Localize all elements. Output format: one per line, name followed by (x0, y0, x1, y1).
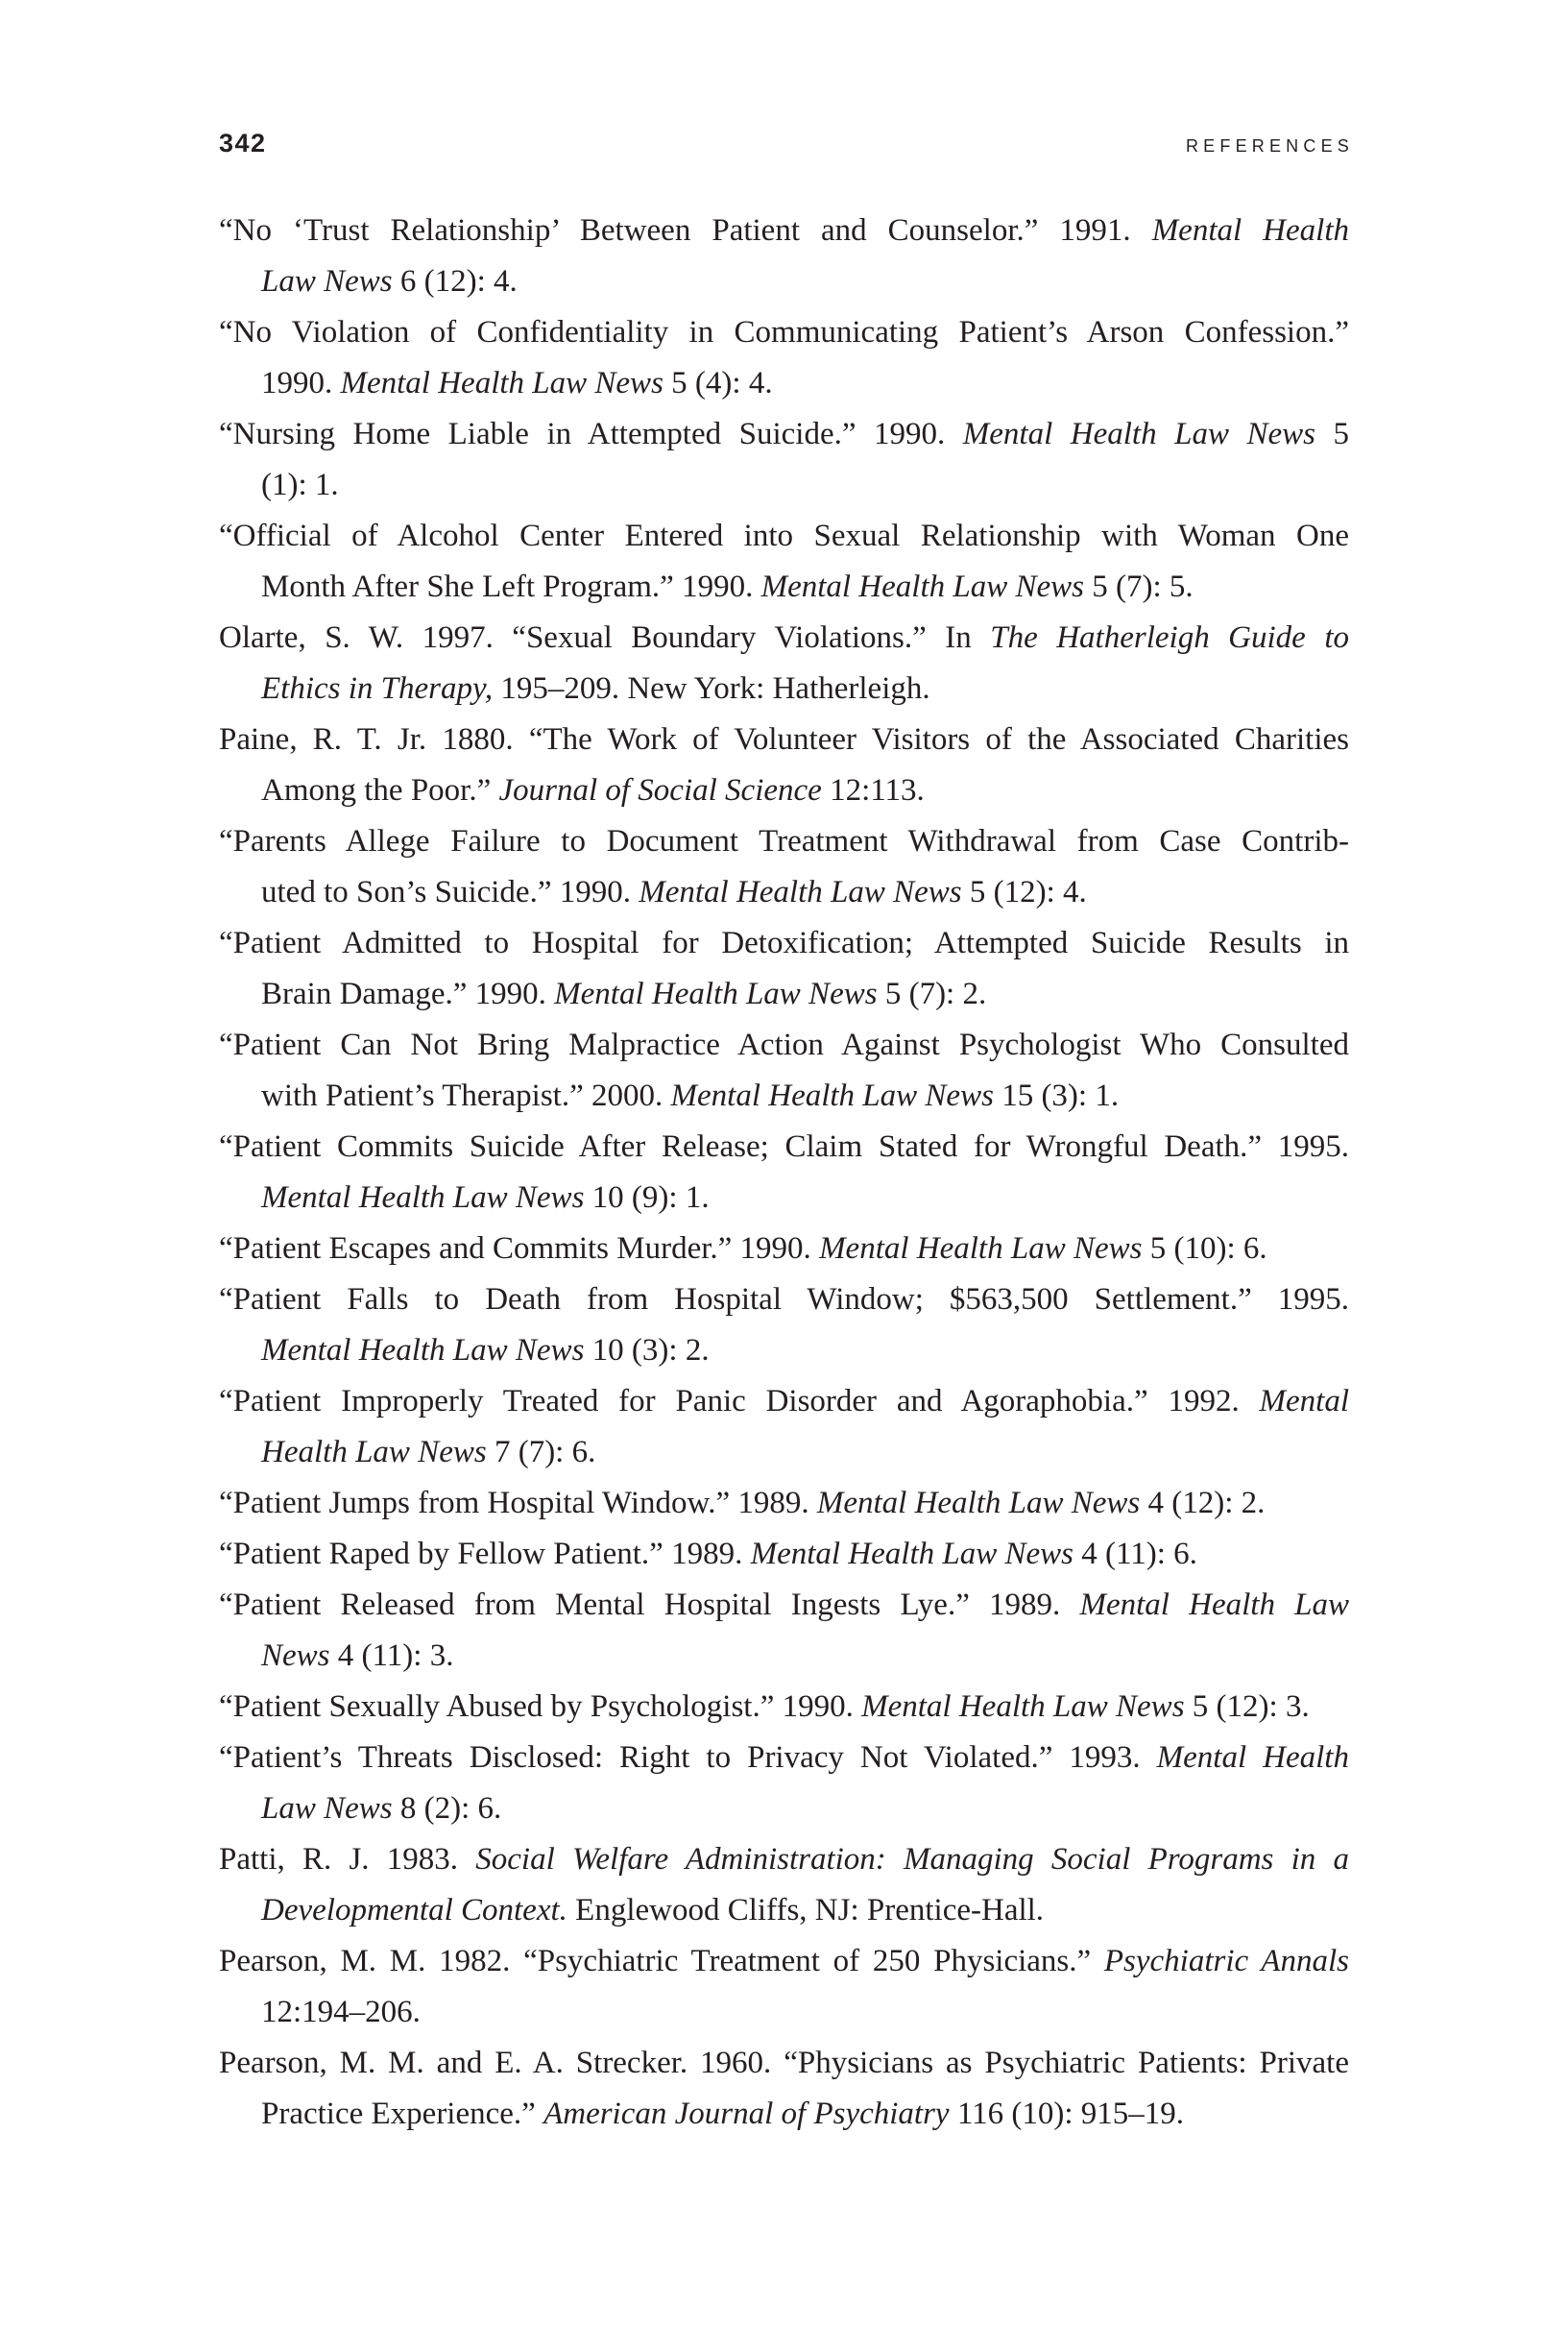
italic-title: Mental Health (1151, 213, 1349, 248)
reference-entry (219, 816, 1349, 918)
reference-line (219, 511, 1349, 562)
reference-line (219, 1783, 1349, 1834)
italic-title: Mental Health Law News (639, 875, 962, 909)
reference-line (219, 664, 1349, 715)
italic-title: Mental Health Law News (962, 417, 1315, 451)
reference-line (219, 460, 1349, 511)
italic-title: Mental Health Law News (760, 570, 1084, 604)
italic-title: Mental Health Law News (816, 1486, 1141, 1520)
reference-text: with Patient’s Therapist.” 2000. (261, 1079, 671, 1113)
reference-line (219, 1376, 1349, 1427)
reference-entry (219, 409, 1349, 511)
italic-title: Mental Health Law News (261, 1180, 585, 1215)
reference-entry (219, 1580, 1349, 1682)
reference-text: 195–209. New York: Hatherleigh. (493, 671, 930, 706)
reference-text: “Nursing Home Liable in Attempted Suicide.” 1990. (219, 417, 963, 451)
reference-text: (1): 1. (261, 468, 339, 502)
reference-line (219, 1071, 1349, 1122)
reference-text: Among the Poor.” (261, 773, 499, 808)
reference-line (219, 1427, 1349, 1478)
reference-text: Olarte, S. W. 1997. “Sexual Boundary Violations.” In (219, 620, 991, 655)
italic-title: Mental Health Law News (750, 1537, 1073, 1571)
reference-text: “Patient Sexually Abused by Psychologist.” 1990. (219, 1689, 862, 1724)
italic-title: Mental (1259, 1384, 1349, 1418)
reference-text: Practice Experience.” (261, 2097, 544, 2131)
reference-text: “No ‘Trust Relationship’ Between Patient and Counselor.” 1991. (219, 213, 1152, 248)
reference-line (219, 969, 1349, 1020)
reference-text: 5 (7): 5. (1084, 570, 1194, 604)
reference-entry (219, 2038, 1349, 2140)
reference-text: Englewood Cliffs, NJ: Prentice-Hall. (567, 1893, 1045, 1928)
italic-title: Mental Health (1156, 1740, 1349, 1775)
reference-text: 6 (12): 4. (392, 264, 518, 299)
italic-title: Health Law News (261, 1435, 487, 1469)
reference-line (219, 1834, 1349, 1885)
reference-line (219, 1020, 1349, 1071)
reference-entry (219, 1224, 1349, 1274)
reference-text: Month After She Left Program.” 1990. (261, 570, 761, 604)
reference-text: 5 (10): 6. (1142, 1231, 1267, 1266)
italic-title: Mental Health Law (1079, 1588, 1349, 1622)
reference-text: “Patient Improperly Treated for Panic Disorder and Agoraphobia.” 1992. (219, 1384, 1260, 1418)
italic-title: Mental Health Law News (670, 1079, 994, 1113)
running-head (219, 0, 1354, 163)
reference-entry (219, 1376, 1349, 1478)
reference-entry (219, 1834, 1349, 1936)
italic-title: Mental Health Law News (819, 1231, 1143, 1266)
reference-line (219, 816, 1349, 867)
reference-line (219, 2089, 1349, 2140)
reference-entry (219, 1122, 1349, 1224)
reference-line (219, 867, 1349, 918)
italic-title: Mental Health Law News (554, 977, 878, 1011)
reference-text: “No Violation of Confidentiality in Communicating Patient’s Arson Confession.” (219, 315, 1349, 350)
reference-line (219, 1478, 1349, 1529)
reference-text: 4 (11): 3. (329, 1638, 454, 1673)
reference-line (219, 1733, 1349, 1783)
reference-text: “Patient Falls to Death from Hospital Window; $563,500 Settlement.” 1995. (219, 1282, 1349, 1317)
reference-line (219, 918, 1349, 969)
reference-text: 5 (7): 2. (877, 977, 987, 1011)
reference-text: 1990. (261, 366, 341, 400)
reference-text: 4 (12): 2. (1140, 1486, 1266, 1520)
reference-text: “Patient Raped by Fellow Patient.” 1989. (219, 1537, 751, 1571)
reference-line (219, 1987, 1349, 2038)
reference-text: “Patient Admitted to Hospital for Detoxification; Attempted Suicide Results in (219, 926, 1349, 960)
reference-text: “Patient Jumps from Hospital Window.” 1989. (219, 1486, 817, 1520)
italic-title: Social Welfare Administration: Managing Social Programs in a (475, 1842, 1350, 1877)
italic-title: News (261, 1638, 330, 1673)
reference-line (219, 1325, 1349, 1376)
reference-text: 5 (12): 4. (961, 875, 1087, 909)
reference-entry (219, 1733, 1349, 1834)
reference-line (219, 256, 1349, 307)
italic-title: Journal of Social Science (498, 773, 822, 808)
reference-line (219, 1173, 1349, 1224)
reference-line (219, 1580, 1349, 1631)
section-title: REFERENCES (1185, 136, 1354, 156)
reference-entry (219, 1274, 1349, 1376)
reference-line (219, 1122, 1349, 1173)
italic-title: American Journal of Psychiatry (543, 2097, 950, 2131)
reference-text: 5 (12): 3. (1184, 1689, 1310, 1724)
reference-entry (219, 206, 1349, 307)
reference-text: 10 (3): 2. (584, 1333, 710, 1368)
references-list (219, 206, 1349, 2140)
reference-text: “Parents Allege Failure to Document Treatment Withdrawal from Case Contrib- (219, 824, 1349, 859)
italic-title: Mental Health Law News (861, 1689, 1185, 1724)
italic-title: Ethics in Therapy, (261, 671, 494, 706)
reference-line (219, 206, 1349, 256)
italic-title: Developmental Context. (261, 1893, 567, 1928)
italic-title: Psychiatric Annals (1103, 1944, 1349, 1978)
reference-entry (219, 511, 1349, 613)
reference-text: Brain Damage.” 1990. (261, 977, 555, 1011)
reference-entry (219, 1478, 1349, 1529)
reference-text: “Official of Alcohol Center Entered into Sexual Relationship with Woman One (219, 519, 1349, 553)
italic-title: Law News (261, 264, 393, 299)
reference-text: 15 (3): 1. (993, 1079, 1120, 1113)
reference-text: 116 (10): 915–19. (949, 2097, 1185, 2131)
reference-text: 5 (4): 4. (663, 366, 773, 400)
reference-text: 8 (2): 6. (392, 1791, 502, 1826)
reference-entry (219, 918, 1349, 1020)
reference-text: Pearson, M. M. and E. A. Strecker. 1960. “Physicians as Psychiatric Patients: Private (219, 2046, 1349, 2080)
reference-text: 12:194–206. (261, 1995, 421, 2029)
reference-line (219, 307, 1349, 358)
reference-line (219, 1936, 1349, 1987)
reference-line (219, 562, 1349, 613)
reference-line (219, 613, 1349, 664)
reference-line (219, 1631, 1349, 1682)
reference-text: uted to Son’s Suicide.” 1990. (261, 875, 639, 909)
reference-text: “Patient Commits Suicide After Release; Claim Stated for Wrongful Death.” 1995. (219, 1129, 1349, 1164)
reference-line (219, 2038, 1349, 2089)
reference-line (219, 358, 1349, 409)
reference-entry (219, 613, 1349, 715)
reference-line (219, 1274, 1349, 1325)
reference-text: “Patient Released from Mental Hospital Ingests Lye.” 1989. (219, 1588, 1080, 1622)
reference-line (219, 765, 1349, 816)
reference-text: Paine, R. T. Jr. 1880. “The Work of Volunteer Visitors of the Associated Charities (219, 722, 1349, 757)
reference-line (219, 715, 1349, 765)
reference-text: “Patient Escapes and Commits Murder.” 1990. (219, 1231, 820, 1266)
italic-title: Mental Health Law News (340, 366, 663, 400)
reference-entry (219, 715, 1349, 816)
reference-text: “Patient’s Threats Disclosed: Right to Privacy Not Violated.” 1993. (219, 1740, 1157, 1775)
reference-text: 12:113. (821, 773, 925, 808)
italic-title: Mental Health Law News (261, 1333, 585, 1368)
reference-line (219, 1224, 1349, 1274)
reference-entry (219, 1020, 1349, 1122)
reference-line (219, 1885, 1349, 1936)
reference-text: 4 (11): 6. (1073, 1537, 1197, 1571)
reference-text: 5 (1315, 417, 1349, 451)
reference-line (219, 1529, 1349, 1580)
reference-text: Pearson, M. M. 1982. “Psychiatric Treatment of 250 Physicians.” (219, 1944, 1104, 1978)
reference-text: Patti, R. J. 1983. (219, 1842, 476, 1877)
reference-line (219, 409, 1349, 460)
reference-entry (219, 1529, 1349, 1580)
reference-entry (219, 307, 1349, 409)
reference-text: 10 (9): 1. (584, 1180, 710, 1215)
reference-text: “Patient Can Not Bring Malpractice Action Against Psychologist Who Consulted (219, 1028, 1349, 1062)
page-number: 342 (219, 129, 267, 158)
italic-title: Law News (261, 1791, 393, 1826)
reference-line (219, 1682, 1349, 1733)
reference-text: 7 (7): 6. (486, 1435, 596, 1469)
reference-entry (219, 1936, 1349, 2038)
reference-entry (219, 1682, 1349, 1733)
italic-title: The Hatherleigh Guide to (990, 620, 1349, 655)
